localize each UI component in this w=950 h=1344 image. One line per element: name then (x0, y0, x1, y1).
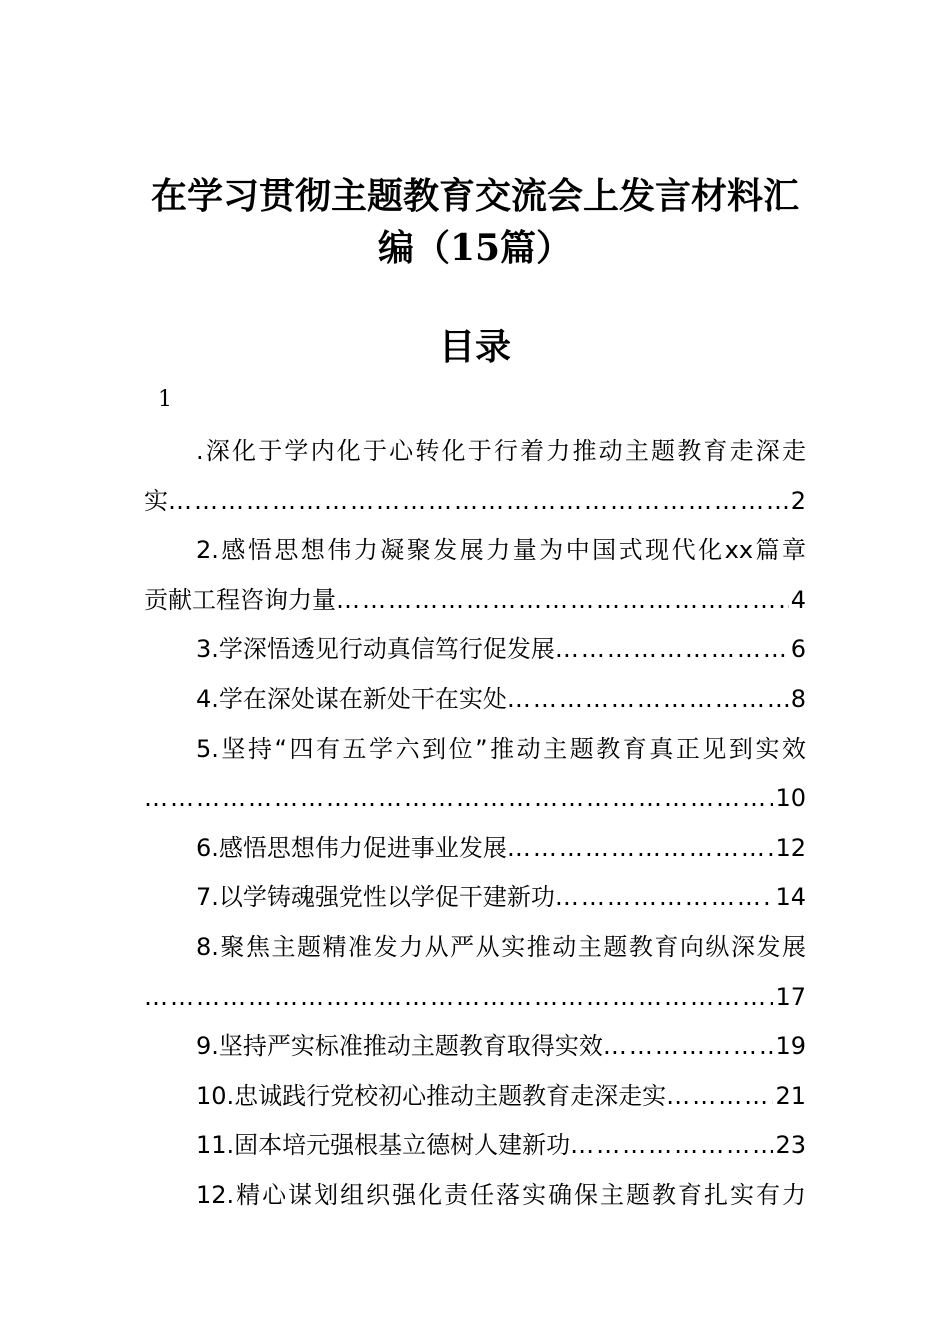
page-title (120, 170, 830, 274)
dot-leader (666, 1072, 773, 1122)
toc-entry-12[interactable] (144, 1171, 806, 1221)
dot-leader (507, 824, 774, 874)
toc-entry-title: 3.学深悟透见行动真信笃行促发展 (196, 635, 555, 664)
toc-entry-7[interactable] (144, 873, 806, 923)
dot-leader (507, 675, 789, 725)
table-of-contents (144, 427, 806, 1221)
toc-entry-title: 2.感悟思想伟力凝聚发展力量为中国式现代化xx篇章 (196, 536, 806, 565)
toc-page-number: 14 (775, 883, 806, 912)
toc-page-number: 4 (790, 585, 806, 614)
toc-entry-title: 9.坚持严实标准推动主题教育取得实效 (196, 1032, 603, 1061)
toc-entry-title: 11.固本培元强根基立德树人建新功 (196, 1131, 571, 1160)
toc-page-number: 19 (775, 1032, 806, 1061)
toc-entry-10[interactable] (144, 1072, 806, 1122)
dot-leader (555, 873, 774, 923)
toc-entry-title: 5.坚持“四有五学六到位”推动主题教育真正见到实效 (196, 734, 806, 763)
toc-entry-title: 10.忠诚践行党校初心推动主题教育走深走实 (196, 1081, 667, 1110)
dot-leader (144, 973, 773, 1023)
toc-entry-4[interactable] (144, 675, 806, 725)
title-line-1: 在学习贯彻主题教育交流会上发言材料汇 (150, 175, 799, 217)
dot-leader (555, 625, 789, 675)
dot-leader (168, 477, 789, 527)
toc-entry-title: 12.精心谋划组织强化责任落实确保主题教育扎实有力 (196, 1180, 806, 1209)
toc-heading: 目录 (438, 326, 511, 368)
toc-page-number: 17 (775, 982, 806, 1011)
dot-leader (603, 1022, 774, 1072)
toc-page-number: 12 (775, 833, 806, 862)
toc-entry-1[interactable] (144, 427, 806, 526)
toc-entry-5[interactable] (144, 725, 806, 824)
toc-first-number: 1 (158, 387, 172, 412)
toc-page-number: 21 (775, 1081, 806, 1110)
toc-page-number: 6 (790, 635, 806, 664)
toc-entry-title: 7.以学铸魂强党性以学促干建新功 (196, 883, 555, 912)
toc-page-number: 8 (790, 684, 806, 713)
toc-entry-title: .深化于学内化于心转化于行着力推动主题教育走深走 (196, 437, 806, 465)
dot-leader (144, 774, 773, 824)
toc-entry-2[interactable] (144, 526, 806, 625)
toc-entry-title: 6.感悟思想伟力促进事业发展 (196, 833, 507, 862)
toc-entry-title-cont: 实 (144, 486, 168, 515)
toc-entry-6[interactable] (144, 824, 806, 874)
toc-entry-title: 4.学在深处谋在新处干在实处 (196, 684, 507, 713)
toc-entry-8[interactable] (144, 923, 806, 1022)
toc-page-number: 2 (790, 486, 806, 515)
toc-entry-title: 8.聚焦主题精准发力从严从实推动主题教育向纵深发展 (196, 932, 806, 961)
dot-leader (570, 1121, 773, 1171)
title-line-2: 编（15篇） (377, 227, 573, 269)
dot-leader (336, 576, 789, 626)
toc-page-number: 23 (775, 1131, 806, 1160)
toc-entry-11[interactable] (144, 1121, 806, 1171)
toc-entry-9[interactable] (144, 1022, 806, 1072)
toc-entry-3[interactable] (144, 625, 806, 675)
toc-page-number: 10 (775, 784, 806, 813)
toc-entry-title-cont: 贡献工程咨询力量 (144, 585, 336, 614)
